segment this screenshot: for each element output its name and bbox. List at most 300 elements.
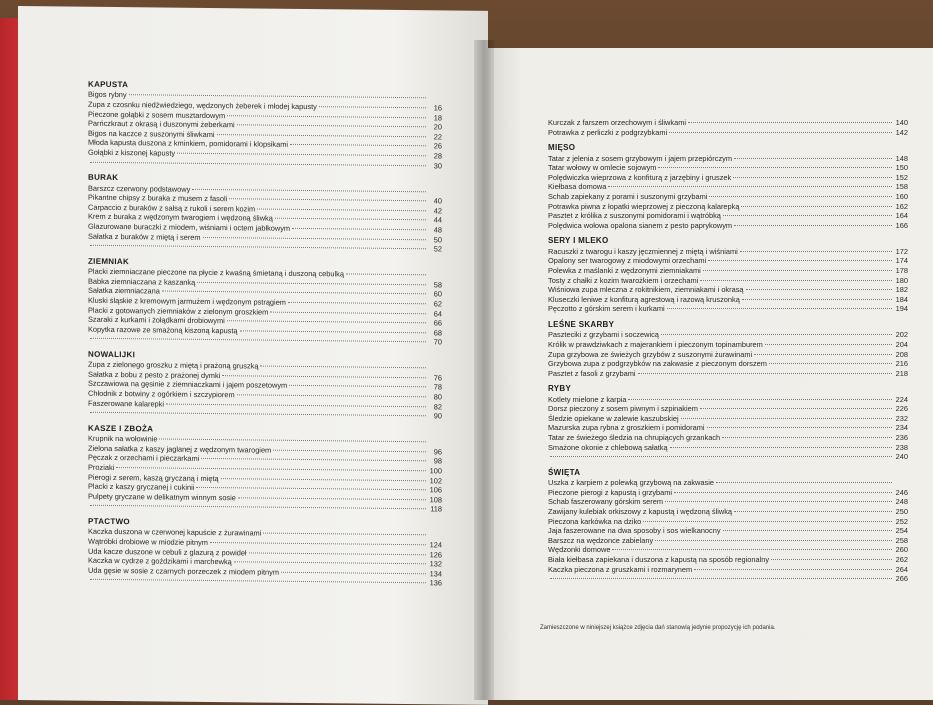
dot-leader xyxy=(707,426,893,428)
entry-title: Kopytka razowe ze smażoną kiszoną kapustą xyxy=(88,324,238,335)
entry-title: Mazurska zupa rybna z groszkiem i pomidorami xyxy=(548,423,705,432)
entry-title: Krupnik na wołowinie xyxy=(88,434,157,444)
entry-title: Barszcz czerwony podstawowy xyxy=(88,183,190,193)
entry-title: Pikantne chipsy z buraka z musem z fasoli xyxy=(88,193,227,204)
entry-title: Kiełbasa domowa xyxy=(548,182,606,191)
entry-title: Biała kiełbasa zapiekana i duszona z kapustą na sposób regionalny xyxy=(548,555,769,564)
dot-leader xyxy=(628,398,892,400)
dot-leader xyxy=(723,214,892,216)
page-number: 78 xyxy=(428,383,442,393)
page-number: 132 xyxy=(428,559,442,569)
page-number: 226 xyxy=(894,404,908,413)
entry-title: Polędwiczka wieprzowa z konfiturą z jarzębiny i gruszek xyxy=(548,173,731,182)
entry-title: Babka ziemniaczana z kaszanką xyxy=(88,276,195,287)
page-number: 22 xyxy=(428,132,442,142)
dot-leader xyxy=(681,417,892,419)
toc-entry xyxy=(548,478,908,488)
entry-title: Dorsz pieczony z sosem piwnym i szpinakiem xyxy=(548,404,698,413)
entry-title: Proziaki xyxy=(88,463,114,473)
page-number: 68 xyxy=(428,328,442,338)
entry-title: Pierogi z serem, kaszą gryczaną i miętą xyxy=(88,472,219,483)
page-number: 16 xyxy=(428,103,442,113)
toc-entry xyxy=(548,536,908,546)
page-number: 82 xyxy=(428,402,442,412)
dot-leader xyxy=(674,491,892,493)
entry-title: Sałatka z buraków z miętą i serem xyxy=(88,231,201,242)
page-number: 44 xyxy=(428,216,442,226)
page-number: 252 xyxy=(894,517,908,526)
section-title: RYBY xyxy=(548,384,908,393)
dot-leader xyxy=(221,477,426,481)
section-title: KAPUSTA xyxy=(88,80,442,93)
dot-leader xyxy=(288,301,426,304)
entry-title: Bigos rybny xyxy=(88,90,127,100)
entry-title: Schab faszerowany górskim serem xyxy=(548,497,663,506)
dot-leader xyxy=(90,160,426,166)
page-number: 160 xyxy=(894,192,908,201)
page-number: 76 xyxy=(428,373,442,383)
entry-title: Królik w prawdziwkach z majerankiem i pieczonym topinamburem xyxy=(548,340,763,349)
entry-title: Pieczona karkówka na dziko xyxy=(548,517,641,526)
toc-entry xyxy=(548,154,908,164)
toc-entry xyxy=(548,404,908,414)
page-number: 248 xyxy=(894,497,908,506)
toc-entry xyxy=(548,340,908,350)
page-number: 216 xyxy=(894,359,908,368)
dot-leader xyxy=(177,152,426,157)
dot-leader xyxy=(669,131,892,133)
dot-leader xyxy=(708,259,892,261)
dot-leader xyxy=(260,365,426,369)
toc-entry xyxy=(548,574,908,584)
dot-leader xyxy=(290,143,426,146)
dot-leader xyxy=(234,560,426,564)
dot-leader xyxy=(129,94,426,99)
page-number: 64 xyxy=(428,309,442,319)
dot-leader xyxy=(240,329,426,333)
entry-title: Pieczone gołąbki z sosem musztardowym xyxy=(88,109,225,120)
toc-section xyxy=(88,80,442,171)
page-number: 102 xyxy=(428,476,442,486)
toc-entry xyxy=(548,555,908,565)
toc-section xyxy=(88,173,442,254)
toc-section xyxy=(88,350,442,422)
dot-leader xyxy=(222,374,426,378)
entry-title: Faszerowane kalarepki xyxy=(88,398,164,408)
toc-entry xyxy=(548,359,908,369)
toc-entry xyxy=(548,221,908,231)
page-number: 258 xyxy=(894,536,908,545)
dot-leader xyxy=(292,227,426,230)
toc-entry xyxy=(548,163,908,173)
dot-leader xyxy=(162,290,426,295)
entry-title: Zupa grzybowa ze świeżych grzybów z suszonymi żurawinami xyxy=(548,350,752,359)
page-number: 166 xyxy=(894,221,908,230)
page-number: 148 xyxy=(894,154,908,163)
toc-entry xyxy=(548,517,908,527)
page-number: 126 xyxy=(428,550,442,560)
entry-title: Pęczotto z górskim serem i kurkami xyxy=(548,304,665,313)
toc-entry xyxy=(548,330,908,340)
dot-leader xyxy=(289,384,426,387)
dot-leader xyxy=(661,333,892,335)
page-number: 90 xyxy=(428,412,442,422)
dot-leader xyxy=(166,402,426,407)
toc-entry xyxy=(548,247,908,257)
dot-leader xyxy=(722,436,892,438)
photo-note: Zamieszczone w niniejszej książce zdjęcia dań stanowią jedynie propozycję ich podania. xyxy=(540,625,775,631)
toc-entry xyxy=(548,488,908,498)
page-number: 260 xyxy=(894,545,908,554)
page-number: 124 xyxy=(428,540,442,550)
dot-leader xyxy=(197,281,426,285)
toc-entry xyxy=(548,266,908,276)
toc-entry xyxy=(548,173,908,183)
toc-entry xyxy=(548,526,908,536)
entry-title: Bigos na kaczce z suszonymi śliwkami xyxy=(88,129,215,140)
page-number: 62 xyxy=(428,299,442,309)
section-title: PTACTWO xyxy=(88,517,442,530)
entry-title: Wątróbki drobiowe w miodzie pitnym xyxy=(88,537,208,548)
page-number: 66 xyxy=(428,318,442,328)
dot-leader xyxy=(90,411,426,417)
page-number: 118 xyxy=(428,505,442,515)
page-number: 70 xyxy=(428,338,442,348)
entry-title: Glazurowane buraczki z miodem, wiśniami i octem jabłkowym xyxy=(88,222,290,234)
entry-title: Szczawiowa na gęsinie z ziemniaczkami i jajem poszetowym xyxy=(88,379,287,390)
entry-title: Pęczak z orzechami i pieczarkami xyxy=(88,453,199,464)
page-number: 140 xyxy=(894,118,908,127)
entry-title: Uda kacze duszone w cebuli z glazurą z powideł xyxy=(88,546,247,557)
section-title: BURAK xyxy=(88,173,442,186)
entry-title: Uszka z karpiem z polewką grzybową na zakwasie xyxy=(548,478,714,487)
dot-leader xyxy=(238,496,426,500)
dot-leader xyxy=(670,446,892,448)
entry-title: Jaja faszerowane na dwa sposoby i sos wielkanocny xyxy=(548,526,721,535)
dot-leader xyxy=(700,279,892,281)
dot-leader xyxy=(237,123,426,127)
entry-title: Kluseczki leniwe z konfiturą agrestową i razową kruszonką xyxy=(548,295,740,304)
entry-title: Kluski śląskie z kremowym jarmużem i wędzonym pstrągiem xyxy=(88,296,286,307)
dot-leader xyxy=(688,121,892,123)
toc-entry xyxy=(548,304,908,314)
page-number: 136 xyxy=(428,579,442,589)
page-number: 48 xyxy=(428,225,442,235)
entry-title: Pasztet z fasoli z grzybami xyxy=(548,369,636,378)
dot-leader xyxy=(203,235,426,239)
section-title: ŚWIĘTA xyxy=(548,468,908,477)
page-number: 246 xyxy=(894,488,908,497)
page-number: 172 xyxy=(894,247,908,256)
section-title: ZIEMNIAK xyxy=(88,256,442,269)
toc-section xyxy=(548,320,908,378)
entry-title: Schab zapiekany z porami i suszonymi grzybami xyxy=(548,192,707,201)
page-number: 42 xyxy=(428,206,442,216)
entry-title: Tatar ze świeżego śledzia na chrupiących grzankach xyxy=(548,433,720,442)
entry-title: Wędzonki domowe xyxy=(548,545,610,554)
page-number: 238 xyxy=(894,443,908,452)
page-number: 224 xyxy=(894,395,908,404)
toc-entry xyxy=(548,497,908,507)
dot-leader xyxy=(723,529,892,531)
page-number: 50 xyxy=(428,235,442,245)
page-number: 164 xyxy=(894,211,908,220)
dot-leader xyxy=(765,343,892,345)
entry-title: Smażone okonie z chlebową sałatką xyxy=(548,443,668,452)
page-number: 232 xyxy=(894,414,908,423)
dot-leader xyxy=(746,288,892,290)
dot-leader xyxy=(667,307,892,309)
dot-leader xyxy=(709,195,892,197)
toc-entry xyxy=(548,285,908,295)
page-number: 240 xyxy=(894,452,908,461)
dot-leader xyxy=(90,337,426,343)
page-number: 254 xyxy=(894,526,908,535)
page-number: 52 xyxy=(428,244,442,254)
dot-leader xyxy=(217,133,426,137)
section-title: MIĘSO xyxy=(548,143,908,152)
entry-title: Potrawka piwna z łopatki wieprzowej z pieczoną kalarepką xyxy=(548,202,739,211)
entry-title: Pulpety gryczane w delikatnym winnym sosie xyxy=(88,492,236,503)
page-number: 134 xyxy=(428,569,442,579)
dot-leader xyxy=(116,466,426,471)
entry-title: Tatar wołowy w omlecie sojowym xyxy=(548,163,656,172)
toc-entry xyxy=(548,414,908,424)
entry-title: Polewka z maślanki z wędzonymi ziemniakami xyxy=(548,266,701,275)
dot-leader xyxy=(754,353,892,355)
entry-title: Grzybowa zupa z podgrzybków na zakwasie z pieczonym dorszem xyxy=(548,359,767,368)
page-number: 30 xyxy=(428,161,442,171)
entry-title: Placki ziemniaczane pieczone na płycie z kwaśną śmietaną i duszoną cebulką xyxy=(88,267,344,279)
entry-title: Potrawka z perliczki z podgrzybkami xyxy=(548,128,667,137)
toc-entry xyxy=(548,182,908,192)
dot-leader xyxy=(319,105,426,108)
dot-leader xyxy=(716,481,892,483)
dot-leader xyxy=(550,455,892,457)
page-number: 182 xyxy=(894,285,908,294)
entry-title: Chłodnik z botwiny z ogórkiem i szczypiorem xyxy=(88,389,235,400)
page-number: 26 xyxy=(428,142,442,152)
dot-leader xyxy=(237,393,426,397)
dot-leader xyxy=(694,568,892,570)
right-page xyxy=(486,48,933,700)
page-number: 174 xyxy=(894,256,908,265)
toc-entry xyxy=(548,350,908,360)
page-number: 250 xyxy=(894,507,908,516)
entry-title: Kurczak z farszem orzechowym i śliwkami xyxy=(548,118,686,127)
page-number: 158 xyxy=(894,182,908,191)
toc-entry xyxy=(548,192,908,202)
dot-leader xyxy=(90,578,426,584)
entry-title: Barszcz na wędzonce zabielany xyxy=(548,536,653,545)
toc-section xyxy=(548,118,908,137)
entry-title: Kaczka w cydrze z goździkami i marchewką xyxy=(88,556,232,567)
dot-leader xyxy=(257,207,426,211)
entry-title: Placki z gotowanych ziemniaków z zielonym groszkiem xyxy=(88,305,268,316)
toc-entry xyxy=(548,443,908,453)
page-number: 28 xyxy=(428,151,442,161)
toc-section xyxy=(88,424,442,515)
toc-entry xyxy=(548,118,908,128)
entry-title: Racuszki z twarogu i kaszy jęczmiennej z miętą i wiśniami xyxy=(548,247,738,256)
toc-entry xyxy=(548,452,908,462)
toc-entry xyxy=(548,295,908,305)
dot-leader xyxy=(655,539,892,541)
page-number: 106 xyxy=(428,486,442,496)
page-number: 202 xyxy=(894,330,908,339)
page-number: 100 xyxy=(428,466,442,476)
entry-title: Młoda kapusta duszona z kminkiem, pomidorami i klopsikami xyxy=(88,138,288,150)
dot-leader xyxy=(550,577,892,579)
page-number: 234 xyxy=(894,423,908,432)
entry-title: Sałatka ziemniaczana xyxy=(88,286,160,296)
page-number: 204 xyxy=(894,340,908,349)
entry-title: Parńczkraut z okrasą i duszonymi żeberkami xyxy=(88,119,235,130)
dot-leader xyxy=(734,157,892,159)
dot-leader xyxy=(769,362,892,364)
page-number: 96 xyxy=(428,447,442,457)
toc-entry xyxy=(548,369,908,379)
toc-section xyxy=(548,143,908,230)
page-number: 184 xyxy=(894,295,908,304)
entry-title: Śledzie opiekane w zalewie kaszubskiej xyxy=(548,414,679,423)
entry-title: Zielona sałatka z kaszy jaglanej z wędzonym twarogiem xyxy=(88,444,271,455)
toc-entry xyxy=(548,276,908,286)
page-number: 18 xyxy=(428,113,442,123)
entry-title: Tosty z chałki z kozim twarożkiem i orzechami xyxy=(548,276,698,285)
entry-title: Zawijany kulebiak orkiszowy z kapustą i wędzoną śliwką xyxy=(548,507,732,516)
page-number: 236 xyxy=(894,433,908,442)
section-title: KASZE I ZBOŻA xyxy=(88,424,442,437)
dot-leader xyxy=(740,250,892,252)
left-page xyxy=(18,6,488,705)
dot-leader xyxy=(658,166,892,168)
dot-leader xyxy=(612,548,892,550)
dot-leader xyxy=(741,205,892,207)
dot-leader xyxy=(159,438,426,443)
dot-leader xyxy=(227,319,426,323)
page-number: 218 xyxy=(894,369,908,378)
page-number: 40 xyxy=(428,196,442,206)
dot-leader xyxy=(192,187,426,191)
dot-leader xyxy=(273,449,426,453)
page-number: 150 xyxy=(894,163,908,172)
entry-title: Zupa z czosnku niedźwiedziego, wędzonych żeberek i młodej kapusty xyxy=(88,100,317,112)
section-title: NOWALIJKI xyxy=(88,350,442,363)
page-number: 80 xyxy=(428,392,442,402)
toc-entry xyxy=(548,211,908,221)
page-number: 262 xyxy=(894,555,908,564)
dot-leader xyxy=(734,510,892,512)
dot-leader xyxy=(229,197,426,201)
entry-title: Krem z buraka z wędzonym twarogiem i wędzoną śliwką xyxy=(88,212,273,223)
entry-title: Opalony ser twarogowy z miodowymi orzechami xyxy=(548,256,706,265)
toc-entry xyxy=(548,202,908,212)
dot-leader xyxy=(196,486,426,490)
dot-leader xyxy=(201,457,426,461)
page-number: 108 xyxy=(428,495,442,505)
dot-leader xyxy=(275,217,426,221)
entry-title: Pasztet z królika z suszonymi pomidorami i wątróbką xyxy=(548,211,721,220)
dot-leader xyxy=(742,298,892,300)
page-number: 264 xyxy=(894,565,908,574)
page-number: 208 xyxy=(894,350,908,359)
toc-entry xyxy=(548,128,908,138)
page-number: 266 xyxy=(894,574,908,583)
toc-entry xyxy=(548,545,908,555)
toc-section xyxy=(548,384,908,462)
toc-section xyxy=(548,236,908,314)
dot-leader xyxy=(270,310,426,314)
dot-leader xyxy=(346,273,426,276)
toc-entry xyxy=(548,395,908,405)
toc-entry xyxy=(548,565,908,575)
dot-leader xyxy=(665,500,892,502)
entry-title: Paszteciki z grzybami i soczewicą xyxy=(548,330,659,339)
section-title: LEŚNE SKARBY xyxy=(548,320,908,329)
left-contents-column xyxy=(88,80,442,595)
book-gutter xyxy=(474,40,494,700)
dot-leader xyxy=(608,185,892,187)
toc-entry xyxy=(548,423,908,433)
dot-leader xyxy=(249,551,426,555)
dot-leader xyxy=(210,541,426,545)
entry-title: Placki z kaszy gryczanej i cukinii xyxy=(88,482,194,493)
entry-title: Kaczka duszona w czerwonej kapuście z żurawinami xyxy=(88,527,261,538)
page-number: 142 xyxy=(894,128,908,137)
page-number: 98 xyxy=(428,457,442,467)
dot-leader xyxy=(90,244,426,250)
toc-section xyxy=(88,256,442,347)
page-number: 152 xyxy=(894,173,908,182)
toc-section xyxy=(88,517,442,589)
toc-entry xyxy=(548,256,908,266)
entry-title: Tatar z jelenia z sosem grzybowym i jajem przepiórczym xyxy=(548,154,732,163)
dot-leader xyxy=(703,269,892,271)
page-number: 162 xyxy=(894,202,908,211)
entry-title: Zupa z zielonego groszku z miętą i prażoną gruszką xyxy=(88,360,258,371)
right-contents-column xyxy=(548,118,908,590)
dot-leader xyxy=(643,520,892,522)
dot-leader xyxy=(734,224,892,226)
dot-leader xyxy=(263,532,426,536)
entry-title: Kotlety mielone z karpia xyxy=(548,395,626,404)
dot-leader xyxy=(700,407,892,409)
dot-leader xyxy=(90,504,426,510)
page-number: 194 xyxy=(894,304,908,313)
toc-section xyxy=(548,468,908,584)
page-number: 60 xyxy=(428,290,442,300)
entry-title: Uda gęsie w sosie z czarnych porzeczek z miodem pitnym xyxy=(88,566,279,577)
page-number: 178 xyxy=(894,266,908,275)
dot-leader xyxy=(227,114,426,118)
toc-entry xyxy=(548,507,908,517)
entry-title: Kaczka pieczona z gruszkami i rozmarynem xyxy=(548,565,692,574)
entry-title: Gołąbki z kiszonej kapusty xyxy=(88,148,175,158)
dot-leader xyxy=(638,372,893,374)
entry-title: Wiśniowa zupa mleczna z rokitnikiem, ziemniakami i okrasą xyxy=(548,285,744,294)
entry-title: Szaraki z kurkami i żołądkami drobiowymi xyxy=(88,315,225,326)
dot-leader xyxy=(733,176,892,178)
toc-entry xyxy=(548,433,908,443)
dot-leader xyxy=(771,558,892,560)
entry-title: Carpaccio z buraków z sałsą z rukoli i serem kozim xyxy=(88,202,255,213)
entry-title: Sałatka z bobu z pesto z prażonej dymki xyxy=(88,370,220,381)
dot-leader xyxy=(281,571,426,575)
page-number: 20 xyxy=(428,122,442,132)
page-number: 180 xyxy=(894,276,908,285)
entry-title: Pieczone pierogi z kapustą i grzybami xyxy=(548,488,672,497)
